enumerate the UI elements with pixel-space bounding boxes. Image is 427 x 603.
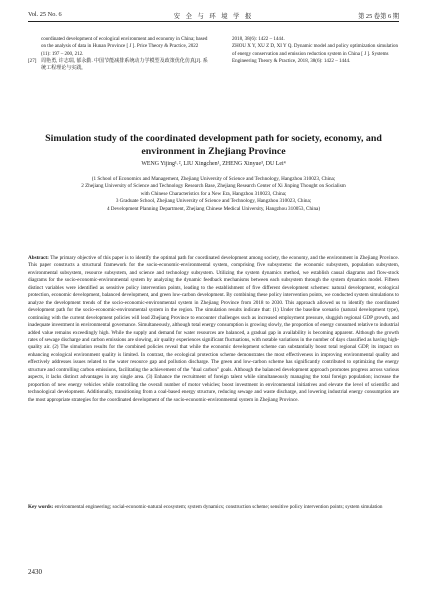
reference-item: [28, 36, 208, 58]
author-list: WENG Yijing¹˒², LIU Xingchen¹, ZHENG Xinyue³, DU Lei⁴: [141, 161, 286, 167]
reference-text: 周艳勇, 许志瑞, 郁永勤. 中国节能减排系统动力学模型及政策优化仿真[J]. 系统工程理论与实践,: [41, 57, 208, 72]
reference-text: 2018, 38(6): 1422 – 1444.: [232, 36, 285, 42]
keywords-text: environmental engineering; social-economic-natural ecosystem; system dynamics; construction scheme; sensitive policy intervention points; system simulation: [54, 504, 383, 510]
affiliation-line: 3 Graduate School, Zhejiang University of Science and Technology, Hangzhou 310023, China;: [115, 198, 312, 205]
affiliation-line: 4 Development Planning Department, Zhejiang Chinese Medical University, Hangzhou 310053, China): [106, 205, 321, 212]
reference-number: [27]: [28, 57, 37, 64]
abstract: [28, 255, 399, 404]
volume-issue-label-chinese: 第 25 卷第 6 期: [358, 13, 399, 20]
reference-item: [219, 43, 399, 65]
abstract-label: Abstract:: [28, 255, 49, 261]
paper-title: Simulation study of the coordinated development path for society, economy, and environment in Zhejiang Province: [45, 133, 382, 157]
reference-item: [219, 36, 399, 43]
references-left-column: [28, 36, 208, 72]
reference-text: ZHOU X Y, XU Z D, XI Y Q. Dynamic model and policy optimization simulation of energy conservation and emission reduction system in China [ J ]. Systems Engineering Theory & Practice, 2018, 38(6): 1422 – 1444.: [232, 43, 399, 64]
journal-name: 安 全 与 环 境 学 报: [173, 13, 254, 20]
abstract-text: The primary objective of this paper is to identify the optimal path for coordinated development among society, the economy, and the environment in Zhejiang Province. This paper constructs a structural framework for the socio-economic-environmental system, comprising five subsystems: the economic subsystem, population subsystem, environmental subsystem, resource subsystem, and science and technology subsystem. Utilizing the system dynamics method, we establish causal diagrams and flow-stock diagrams for the socio-economic-environmental system by analyzing the dynamic feedback mechanisms between each subsystem through the system dynamics model. Fifteen distinct variables were identified as sensitive policy intervention points, leading to the establishment of five different development schemes: natural development, ecological protection, economic development, balanced development, and green low-carbon development. By combining these policy intervention points, we conducted system simulations to analyze the development trends of the socio-economic-environmental system in Zhejiang Province from 2018 to 2030. This approach allowed us to identify the coordinated development path for the socio-economic-environmental system in the region. The simulation results indicate that: (1) Under the baseline scenario (natural development type), continuing with the current development policies will lead Zhejiang Province to encounter challenges such as increased employment pressure, sluggish regional GDP growth, and inadequate investment in environmental governance. Simultaneously, although total energy consumption is growing slowly, the proportion of energy consumed relative to industrial added value remains exceedingly high. While the supply and demand for water resources are balanced, a gradual gap in availability is becoming apparent. Although the growth rates of sewage discharge and carbon emissions are slowing, air quality experiences significant fluctuations, with notable variations in the number of days classified as having high-quality air. (2) The simulation results for the combined policies reveal that while the economic development scheme can substantially boost total regional GDP, its impact on enhancing ecological environment quality is limited. In contrast, the ecological protection scheme demonstrates the most effectiveness in improving environmental quality and effectively addresses issues related to the water resource gap and pollution discharge. The green and low-carbon scheme has significantly contributed to optimizing the energy structure and controlling carbon emissions, facilitating the achievement of the "dual carbon" goals. Although the balanced development approach promotes progress across various aspects, it lacks distinct advantages in any single area. (3) Enhance the recruitment of foreign talent while simultaneously managing the total foreign population; increase the proportion of new energy vehicles while controlling the overall number of motor vehicles; boost investment in environmental initiatives and elevate the level of scientific and technological development. Additionally, transitioning from a coal-based energy structure, reducing sewage and waste discharge, and lowering industrial energy consumption are the most appropriate strategies for the coordinated development of the socio-economic-environmental system in Zhejiang Province.: [28, 255, 399, 403]
affiliation-line: 2 Zhejiang University of Science and Technology Research Base, Zhejiang Research Center of Xi Jinping Thought on Socialism: [81, 183, 346, 190]
keywords-label: Key words:: [28, 504, 54, 510]
keywords: [28, 504, 427, 511]
references-right-column: [219, 36, 399, 65]
affiliations: [28, 176, 399, 213]
page-number: 2430: [28, 568, 42, 576]
reference-text: coordinated development of ecological environment and economy in China; based on the analysis of data in Hunan Province [ J ]. Price Theory & Practice, 2022 (11): 197 – 200, 212.: [41, 36, 208, 57]
running-header: [28, 10, 399, 22]
affiliation-line: (1 School of Economics and Management, Zhejiang University of Science and Technology, Hangzhou 310023, China;: [91, 176, 336, 182]
volume-issue-label: Vol. 25 No. 6: [28, 11, 62, 18]
reference-item: [28, 58, 208, 73]
affiliation-line: with Chinese Characteristics for a New Era, Hangzhou 310023, China;: [140, 190, 287, 197]
